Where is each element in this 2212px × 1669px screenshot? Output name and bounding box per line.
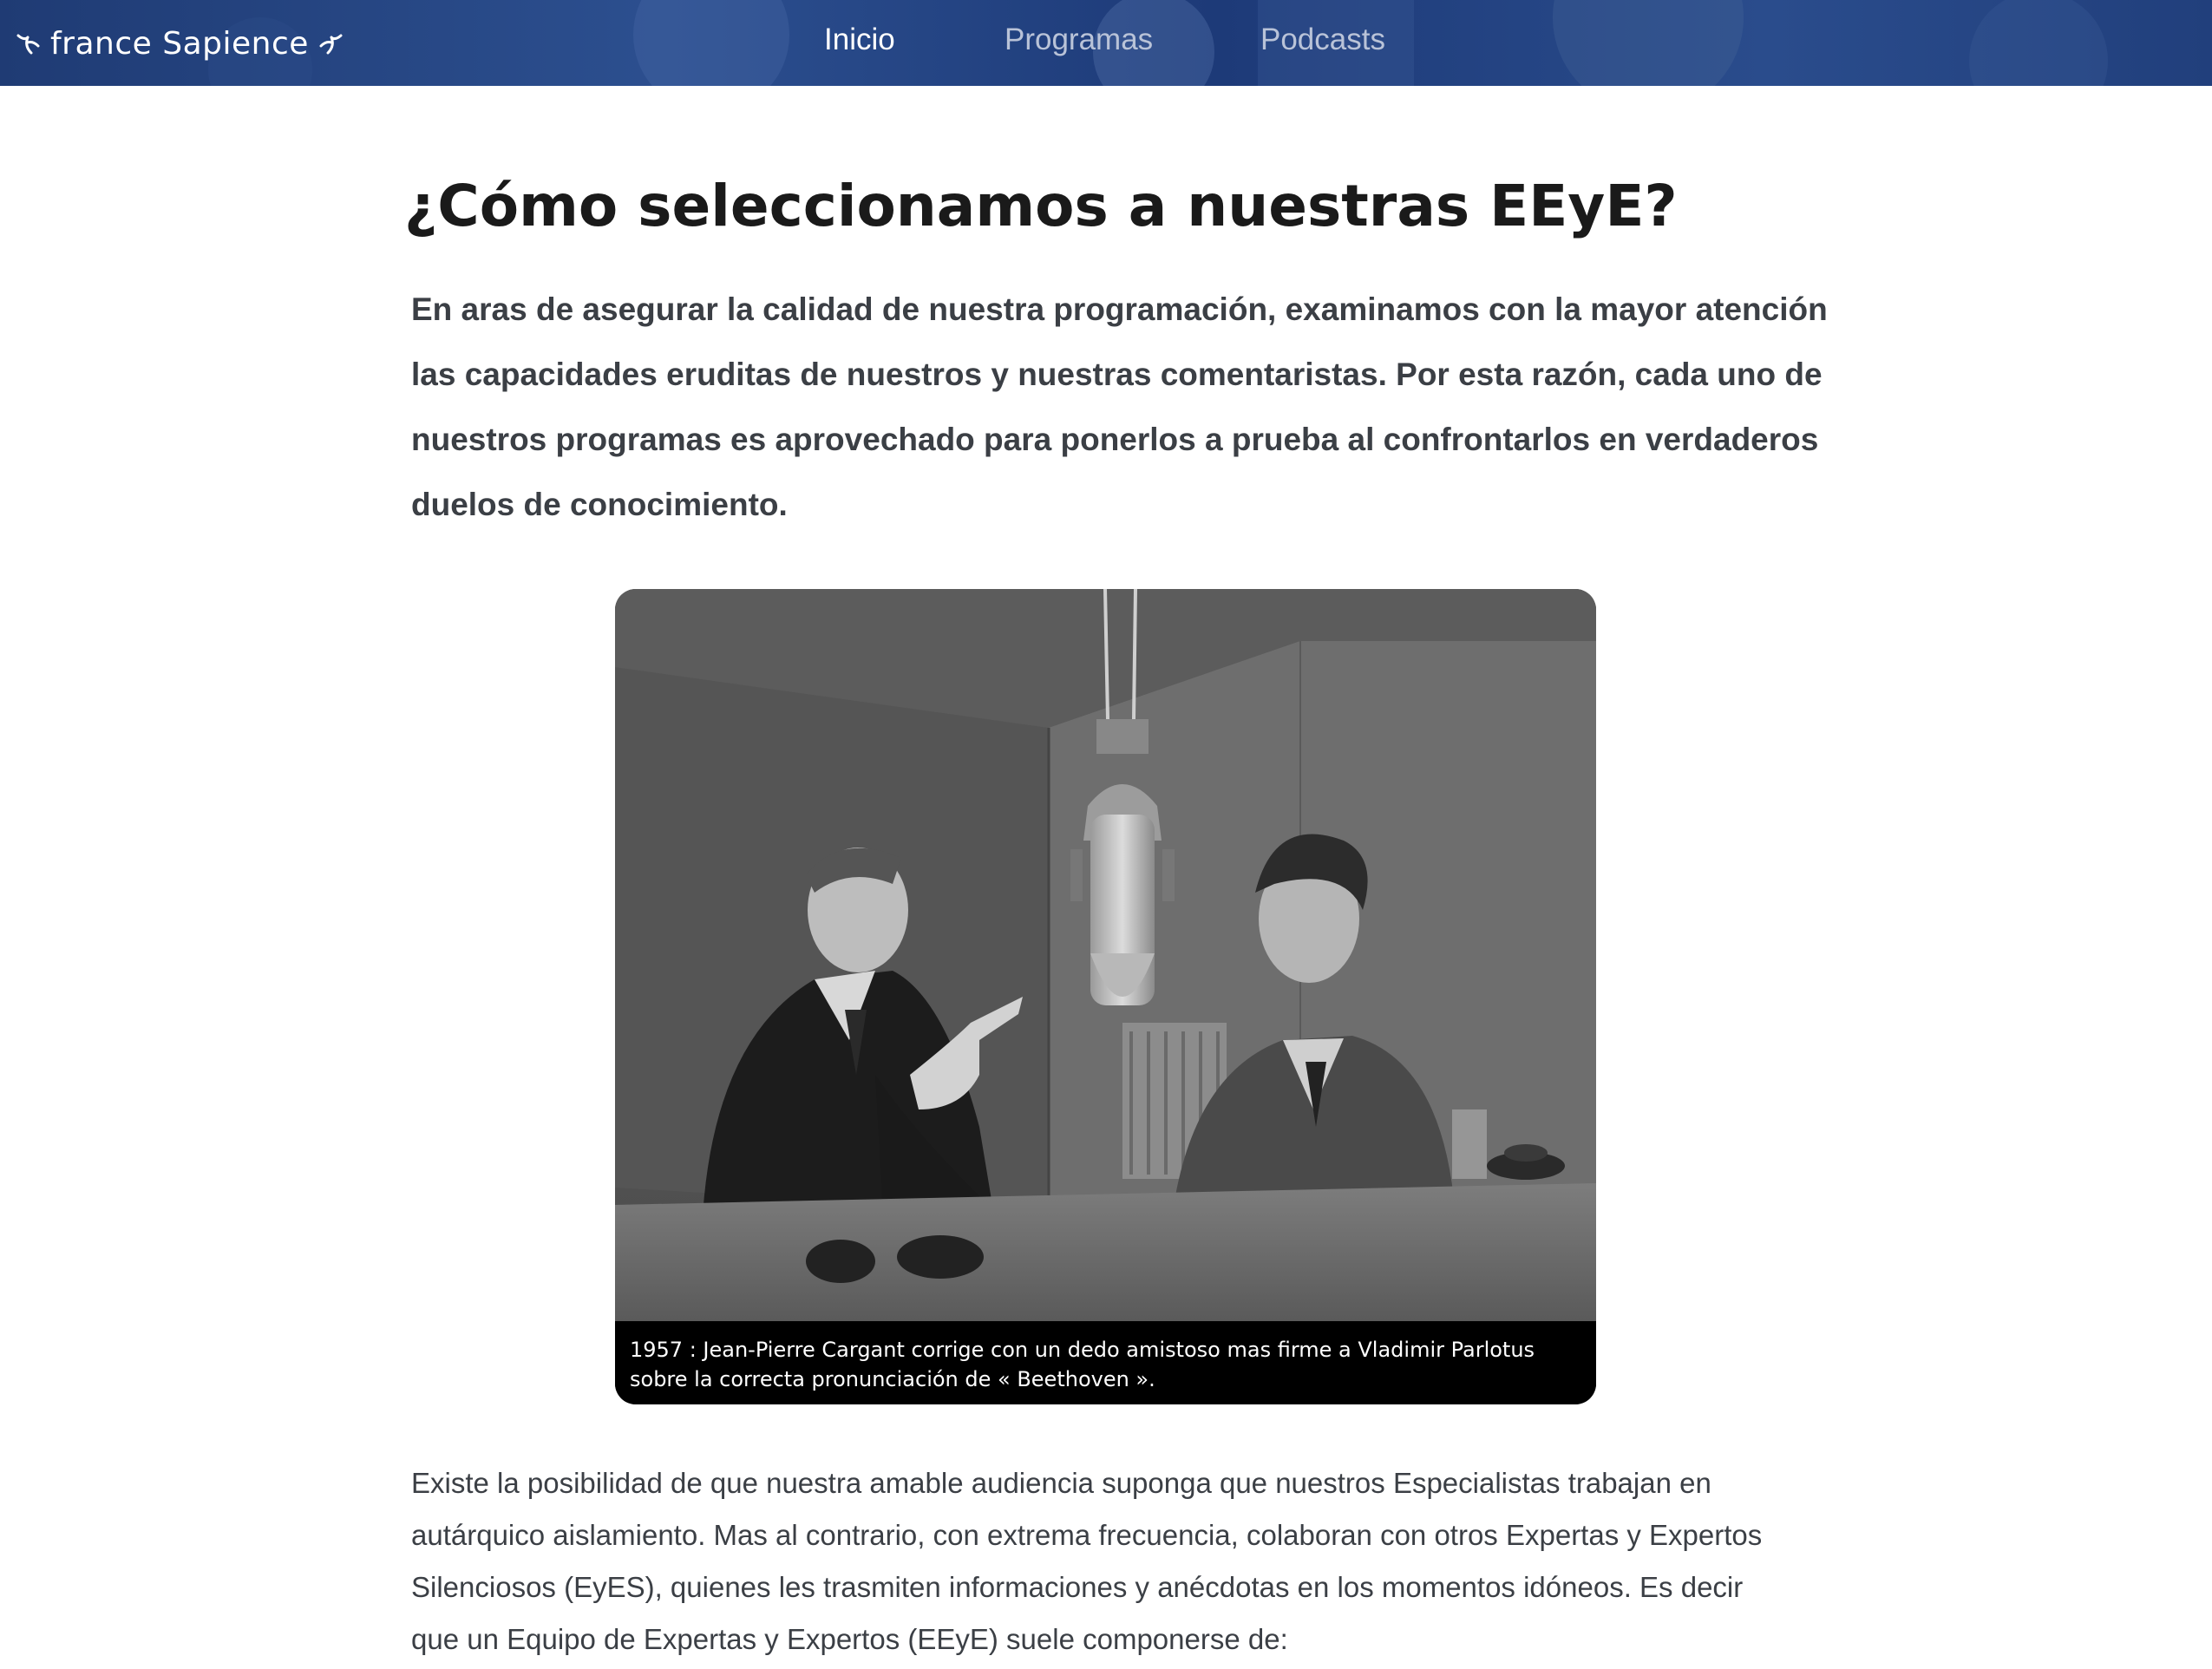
page-title: ¿Cómo seleccionamos a nuestras EEyE? — [404, 173, 1678, 239]
brand-logo[interactable] — [16, 19, 344, 68]
featured-figure — [615, 589, 1596, 1404]
lead-paragraph: En aras de asegurar la calidad de nuestra programación, examinamos con la mayor atención las capacidades eruditas de nuestros y nuestras comentaristas. Por esta razón, cada uno de nuestros programas es aprovechado para ponerlos a prueba al confrontarlos en verdaderos duelos de conocimiento. — [411, 291, 1828, 522]
nav-link-podcasts[interactable]: Podcasts — [1260, 23, 1385, 56]
brand-right-glyph-icon — [317, 29, 344, 58]
top-navigation-bar — [0, 0, 2212, 86]
nav-link-inicio[interactable]: Inicio — [824, 23, 895, 56]
figure-caption: 1957 : Jean-Pierre Cargant corrige con un dedo amistoso mas firme a Vladimir Parlotus sobre la correcta pronunciación de « Beethoven ». — [615, 1321, 1596, 1404]
body-paragraph: Existe la posibilidad de que nuestra amable audiencia suponga que nuestros Especialistas trabajan en autárquico aislamiento. Mas al contrario, con extrema frecuencia, colaboran con otros Expertas y Expertos Silenciosos (EyES), quienes les trasmiten informaciones y anécdotas en los momentos idóneos. Es decir que un Equipo de Expertas y Expertos (EEyE) suele componerse de: — [411, 1467, 1763, 1655]
brand-name: france Sapience — [50, 25, 309, 62]
photo-radio-studio-icon — [615, 589, 1596, 1321]
brand-left-glyph-icon — [16, 29, 42, 58]
nav-link-programas[interactable]: Programas — [1005, 23, 1154, 56]
